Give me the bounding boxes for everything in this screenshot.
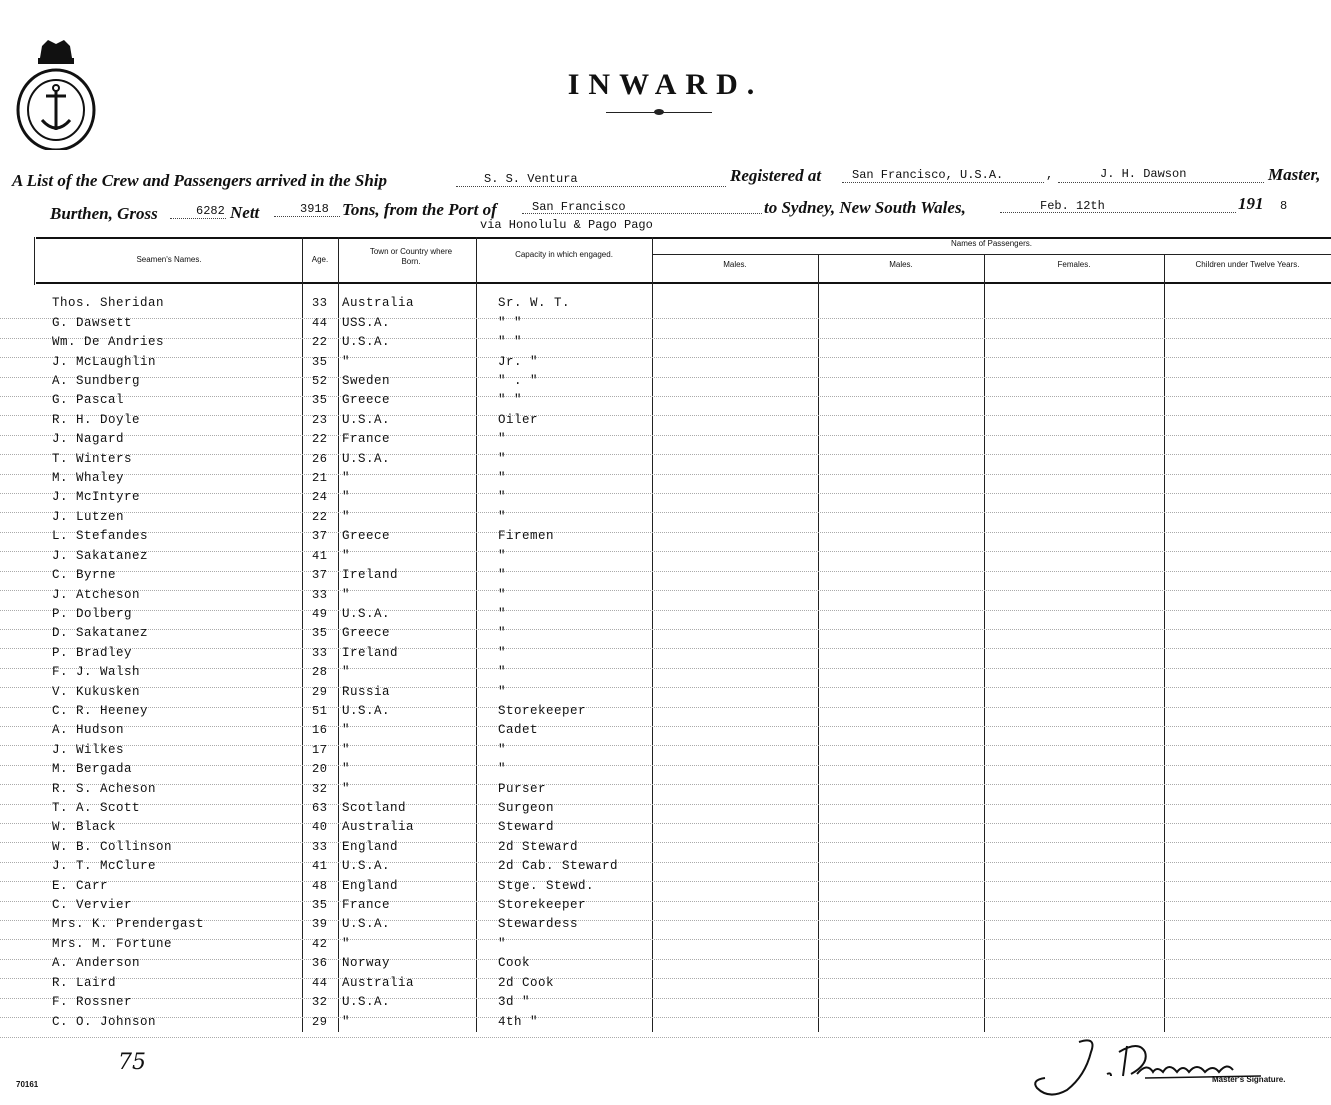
row-rule xyxy=(0,532,1331,533)
crew-birthplace: " xyxy=(342,355,351,369)
row-rule xyxy=(0,571,1331,572)
registered-label: Registered at xyxy=(730,166,822,185)
column-header-capacity: Capacity in which engaged. xyxy=(515,250,613,259)
row-rule xyxy=(0,881,1331,882)
crew-age: 29 xyxy=(312,685,328,699)
crew-age: 44 xyxy=(312,976,328,990)
crew-name: A. Hudson xyxy=(52,723,125,737)
row-rule xyxy=(0,745,1331,746)
row-rule xyxy=(0,939,1331,940)
crew-age: 49 xyxy=(312,607,328,621)
crew-age: 33 xyxy=(312,296,328,310)
crew-age: 42 xyxy=(312,937,328,951)
crew-capacity: Storekeeper xyxy=(498,704,587,718)
crew-birthplace: " xyxy=(342,510,351,524)
crew-age: 22 xyxy=(312,432,328,446)
crew-capacity: 2d Cab. Steward xyxy=(498,859,619,873)
row-rule xyxy=(0,901,1331,902)
crew-birthplace: Russia xyxy=(342,685,391,699)
crew-birthplace: U.S.A. xyxy=(342,704,391,718)
year-label: 191 xyxy=(1238,194,1264,213)
crew-birthplace: " xyxy=(342,471,351,485)
crew-birthplace: U.S.A. xyxy=(342,335,391,349)
column-header-age: Age. xyxy=(311,255,329,264)
crew-age: 29 xyxy=(312,1015,328,1029)
crew-capacity: " xyxy=(498,937,507,951)
row-rule xyxy=(0,396,1331,397)
crew-name: G. Dawsett xyxy=(52,316,133,330)
crew-name: W. Black xyxy=(52,820,117,834)
crew-age: 28 xyxy=(312,665,328,679)
handwritten-number: 75 xyxy=(118,1050,146,1075)
crew-capacity: 2d Cook xyxy=(498,976,555,990)
row-rule xyxy=(0,318,1331,319)
crew-birthplace: England xyxy=(342,840,399,854)
row-rule xyxy=(0,823,1331,824)
row-rule xyxy=(0,765,1331,766)
crew-name: M. Whaley xyxy=(52,471,125,485)
crew-name: V. Kukusken xyxy=(52,685,141,699)
row-rule xyxy=(0,435,1331,436)
table-header-rule xyxy=(36,282,1331,284)
row-rule xyxy=(0,357,1331,358)
crew-birthplace: Greece xyxy=(342,393,391,407)
row-rule xyxy=(0,415,1331,416)
nett-tons: 3918 xyxy=(300,202,329,216)
crew-birthplace: U.S.A. xyxy=(342,413,391,427)
crew-age: 26 xyxy=(312,452,328,466)
crew-name: E. Carr xyxy=(52,879,109,893)
crew-name: R. H. Doyle xyxy=(52,413,141,427)
ship-name: S. S. Ventura xyxy=(484,172,578,186)
crew-age: 33 xyxy=(312,588,328,602)
crew-capacity: " xyxy=(498,607,507,621)
crew-age: 33 xyxy=(312,646,328,660)
destination-label: to Sydney, New South Wales, xyxy=(764,198,966,217)
row-rule xyxy=(0,959,1331,960)
crew-birthplace: " xyxy=(342,588,351,602)
gross-tons: 6282 xyxy=(196,204,225,218)
crew-age: 63 xyxy=(312,801,328,815)
crew-capacity: " " xyxy=(498,335,523,349)
arrival-date: Feb. 12th xyxy=(1040,199,1105,213)
crew-capacity: " . " xyxy=(498,374,539,388)
crew-birthplace: Australia xyxy=(342,296,415,310)
crew-age: 40 xyxy=(312,820,328,834)
crew-name: T. A. Scott xyxy=(52,801,141,815)
crew-capacity: " xyxy=(498,685,507,699)
crew-age: 44 xyxy=(312,316,328,330)
crew-capacity: Purser xyxy=(498,782,547,796)
column-header-names: Seamen's Names. xyxy=(136,255,202,264)
crew-age: 52 xyxy=(312,374,328,388)
row-rule xyxy=(0,978,1331,979)
column-header-passengers: Names of Passengers. xyxy=(951,239,1032,248)
crew-capacity: " xyxy=(498,762,507,776)
crew-capacity: Oiler xyxy=(498,413,539,427)
crew-capacity: " xyxy=(498,432,507,446)
crew-age: 35 xyxy=(312,898,328,912)
crew-name: J. Atcheson xyxy=(52,588,141,602)
nett-label: Nett xyxy=(230,203,260,222)
title-ornament xyxy=(654,109,664,115)
crew-age: 32 xyxy=(312,782,328,796)
crew-age: 22 xyxy=(312,335,328,349)
master-name: J. H. Dawson xyxy=(1100,167,1187,181)
crew-age: 22 xyxy=(312,510,328,524)
crew-birthplace: U.S.A. xyxy=(342,452,391,466)
column-header-females: Females. xyxy=(1057,260,1091,269)
crew-age: 20 xyxy=(312,762,328,776)
crew-name: Thos. Sheridan xyxy=(52,296,165,310)
crew-name: F. J. Walsh xyxy=(52,665,141,679)
crew-name: R. Laird xyxy=(52,976,117,990)
row-rule xyxy=(0,862,1331,863)
crew-birthplace: Norway xyxy=(342,956,391,970)
crew-capacity: 3d " xyxy=(498,995,531,1009)
row-rule xyxy=(0,668,1331,669)
row-rule xyxy=(0,707,1331,708)
via-ports: via Honolulu & Pago Pago xyxy=(480,218,653,232)
page-title: INWARD. xyxy=(567,68,764,101)
row-rule xyxy=(0,377,1331,378)
crew-birthplace: U.S.A. xyxy=(342,607,391,621)
crew-name: J. T. McClure xyxy=(52,859,157,873)
crew-name: M. Bergada xyxy=(52,762,133,776)
crew-age: 21 xyxy=(312,471,328,485)
crew-capacity: " xyxy=(498,588,507,602)
crew-age: 37 xyxy=(312,529,328,543)
crew-capacity: 4th " xyxy=(498,1015,539,1029)
crew-name: G. Pascal xyxy=(52,393,125,407)
crew-birthplace: France xyxy=(342,432,391,446)
crew-birthplace: Ireland xyxy=(342,646,399,660)
crew-name: W. B. Collinson xyxy=(52,840,173,854)
crew-capacity: " " xyxy=(498,316,523,330)
crew-capacity: " xyxy=(498,549,507,563)
crew-name: J. McIntyre xyxy=(52,490,141,504)
crew-birthplace: " xyxy=(342,665,351,679)
crew-name: J. Lutzen xyxy=(52,510,125,524)
crew-birthplace: U.S.A. xyxy=(342,917,391,931)
crew-capacity: Stewardess xyxy=(498,917,579,931)
crew-name: C. R. Heeney xyxy=(52,704,149,718)
crew-age: 41 xyxy=(312,549,328,563)
crew-name: C. O. Johnson xyxy=(52,1015,157,1029)
column-header-children: Children under Twelve Years. xyxy=(1195,260,1300,269)
crew-capacity: " xyxy=(498,510,507,524)
column-header-males-2: Males. xyxy=(889,260,913,269)
crew-birthplace: " xyxy=(342,743,351,757)
crew-capacity: " xyxy=(498,452,507,466)
crew-capacity: Jr. " xyxy=(498,355,539,369)
registered-port: San Francisco, U.S.A. xyxy=(852,168,1004,182)
crew-name: Mrs. M. Fortune xyxy=(52,937,173,951)
row-rule xyxy=(0,474,1331,475)
crew-age: 37 xyxy=(312,568,328,582)
departure-port: San Francisco xyxy=(532,200,626,214)
crew-capacity: " xyxy=(498,490,507,504)
crew-capacity: Stge. Stewd. xyxy=(498,879,595,893)
crew-capacity: 2d Steward xyxy=(498,840,579,854)
crew-birthplace: Australia xyxy=(342,976,415,990)
crew-age: 48 xyxy=(312,879,328,893)
signature-label: Master's Signature. xyxy=(1212,1075,1286,1084)
crew-birthplace: Greece xyxy=(342,529,391,543)
crew-capacity: Steward xyxy=(498,820,555,834)
crew-age: 35 xyxy=(312,626,328,640)
crew-capacity: Firemen xyxy=(498,529,555,543)
crew-age: 41 xyxy=(312,859,328,873)
crew-name: T. Winters xyxy=(52,452,133,466)
row-rule xyxy=(0,648,1331,649)
header-comma: , xyxy=(1046,168,1054,182)
crew-capacity: " " xyxy=(498,393,523,407)
crew-birthplace: USS.A. xyxy=(342,316,391,330)
row-rule xyxy=(0,493,1331,494)
row-rule xyxy=(0,590,1331,591)
row-rule xyxy=(0,842,1331,843)
crew-age: 35 xyxy=(312,355,328,369)
crew-name: P. Bradley xyxy=(52,646,133,660)
burthen-label: Burthen, Gross xyxy=(50,204,158,223)
crew-age: 24 xyxy=(312,490,328,504)
crew-birthplace: " xyxy=(342,490,351,504)
crew-birthplace: U.S.A. xyxy=(342,995,391,1009)
row-rule xyxy=(0,338,1331,339)
crew-birthplace: " xyxy=(342,723,351,737)
crew-birthplace: Scotland xyxy=(342,801,407,815)
row-rule xyxy=(0,726,1331,727)
row-rule xyxy=(0,998,1331,999)
crew-birthplace: Ireland xyxy=(342,568,399,582)
row-rule xyxy=(0,804,1331,805)
tons-port-label: Tons, from the Port of xyxy=(342,200,497,219)
master-label: Master, xyxy=(1268,165,1321,184)
row-rule xyxy=(0,1017,1331,1018)
crew-name: A. Anderson xyxy=(52,956,141,970)
crew-name: P. Dolberg xyxy=(52,607,133,621)
crew-age: 35 xyxy=(312,393,328,407)
row-rule xyxy=(0,784,1331,785)
crew-name: F. Rossner xyxy=(52,995,133,1009)
master-signature xyxy=(1027,1032,1297,1102)
row-rule xyxy=(0,610,1331,611)
crew-age: 51 xyxy=(312,704,328,718)
crew-age: 17 xyxy=(312,743,328,757)
crew-name: A. Sundberg xyxy=(52,374,141,388)
list-heading: A List of the Crew and Passengers arrived in the Ship xyxy=(12,171,387,190)
crew-birthplace: Sweden xyxy=(342,374,391,388)
crew-name: J. Wilkes xyxy=(52,743,125,757)
crew-birthplace: Greece xyxy=(342,626,391,640)
column-header-town: Town or Country where Born. xyxy=(369,247,453,266)
row-rule xyxy=(0,687,1331,688)
crew-name: Wm. De Andries xyxy=(52,335,165,349)
crew-capacity: Cadet xyxy=(498,723,539,737)
crew-capacity: " xyxy=(498,665,507,679)
crew-capacity: Cook xyxy=(498,956,531,970)
crew-age: 39 xyxy=(312,917,328,931)
crew-capacity: " xyxy=(498,568,507,582)
crew-birthplace: England xyxy=(342,879,399,893)
crew-age: 16 xyxy=(312,723,328,737)
crew-birthplace: " xyxy=(342,1015,351,1029)
crew-capacity: " xyxy=(498,626,507,640)
crew-name: Mrs. K. Prendergast xyxy=(52,917,205,931)
crew-birthplace: " xyxy=(342,762,351,776)
crew-capacity: " xyxy=(498,646,507,660)
crew-capacity: Storekeeper xyxy=(498,898,587,912)
row-rule xyxy=(0,454,1331,455)
crew-age: 32 xyxy=(312,995,328,1009)
form-number: 70161 xyxy=(16,1080,39,1089)
row-rule xyxy=(0,512,1331,513)
crew-name: J. McLaughlin xyxy=(52,355,157,369)
crew-name: J. Nagard xyxy=(52,432,125,446)
crew-capacity: Surgeon xyxy=(498,801,555,815)
crew-name: R. S. Acheson xyxy=(52,782,157,796)
row-rule xyxy=(0,629,1331,630)
crew-birthplace: " xyxy=(342,937,351,951)
year-digit: 8 xyxy=(1280,199,1288,213)
crew-age: 23 xyxy=(312,413,328,427)
crew-age: 33 xyxy=(312,840,328,854)
crew-birthplace: U.S.A. xyxy=(342,859,391,873)
column-header-males-1: Males. xyxy=(723,260,747,269)
crew-name: C. Vervier xyxy=(52,898,133,912)
crew-name: J. Sakatanez xyxy=(52,549,149,563)
crew-capacity: " xyxy=(498,471,507,485)
crew-birthplace: Australia xyxy=(342,820,415,834)
crew-birthplace: France xyxy=(342,898,391,912)
crew-name: D. Sakatanez xyxy=(52,626,149,640)
crew-birthplace: " xyxy=(342,782,351,796)
crew-name: L. Stefandes xyxy=(52,529,149,543)
crew-name: C. Byrne xyxy=(52,568,117,582)
crew-capacity: " xyxy=(498,743,507,757)
crew-capacity: Sr. W. T. xyxy=(498,296,571,310)
crew-birthplace: " xyxy=(342,549,351,563)
row-rule xyxy=(0,551,1331,552)
crew-age: 36 xyxy=(312,956,328,970)
